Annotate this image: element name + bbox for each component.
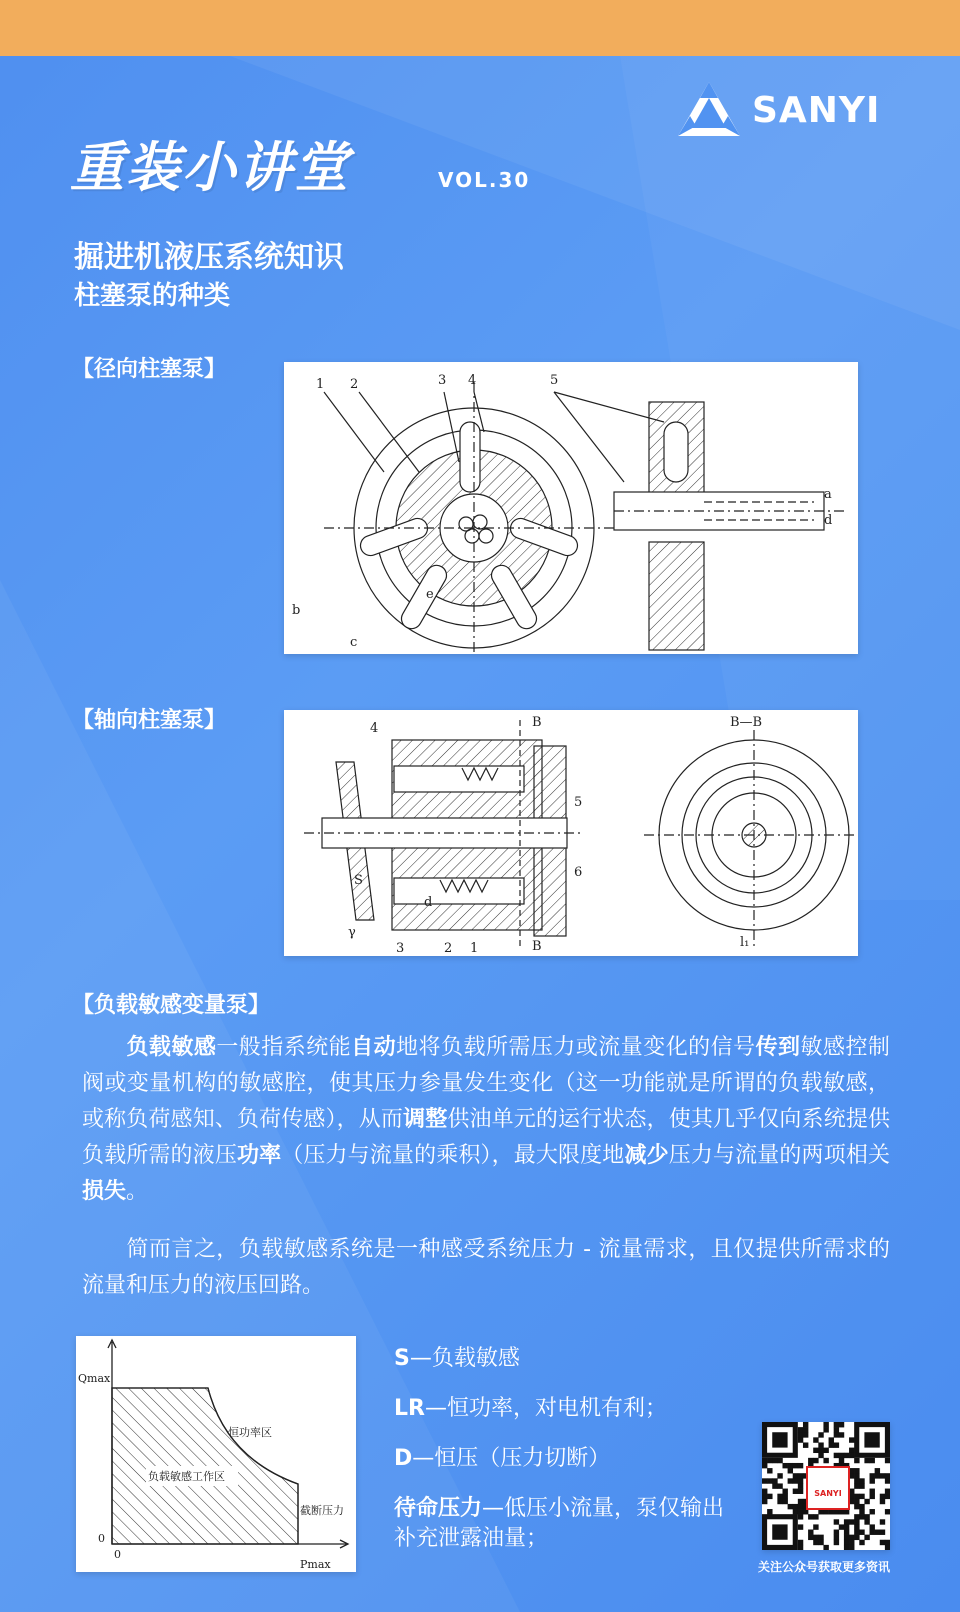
qr-module (782, 1499, 787, 1504)
qr-module (788, 1468, 793, 1473)
qr-module (793, 1509, 798, 1514)
axial-pump-drawing (284, 710, 858, 956)
characteristic-diagram (76, 1336, 356, 1572)
ls-bold-5: 功率 (236, 1143, 282, 1168)
qr-module (844, 1535, 849, 1540)
qr-module (834, 1540, 839, 1545)
qr-module (813, 1535, 818, 1540)
qr-module (854, 1535, 859, 1540)
qr-module (875, 1473, 880, 1478)
qr-module (813, 1514, 818, 1519)
qr-module (834, 1422, 839, 1427)
qr-module (854, 1483, 859, 1488)
qr-module (870, 1458, 875, 1463)
qr-module (767, 1509, 772, 1514)
ls-bold-1: 负载敏感 (126, 1035, 217, 1060)
axial-anno-4: 4 (370, 721, 379, 736)
radial-anno-d: d (824, 513, 833, 528)
qr-module (808, 1530, 813, 1535)
qr-code[interactable] (762, 1422, 890, 1550)
qr-module (813, 1524, 818, 1529)
qr-module (880, 1519, 885, 1524)
qr-module (788, 1478, 793, 1483)
qr-module (839, 1458, 844, 1463)
qr-module (767, 1468, 772, 1473)
qr-module (813, 1540, 818, 1545)
qr-module (777, 1473, 782, 1478)
qr-module (777, 1499, 782, 1504)
qr-module (777, 1483, 782, 1488)
qr-module (875, 1468, 880, 1473)
qr-module (798, 1514, 803, 1519)
radial-anno-3: 3 (438, 373, 447, 388)
qr-module (803, 1427, 808, 1432)
section-label-load-sensing: 【负载敏感变量泵】 (72, 993, 271, 1018)
qr-module (844, 1540, 849, 1545)
qr-module (793, 1463, 798, 1468)
qr-center-logo (806, 1466, 850, 1510)
qr-module (818, 1442, 823, 1447)
qr-module (782, 1489, 787, 1494)
qr-module (885, 1540, 890, 1545)
ls-text-5: （压力与流量的乘积），最大限度地 (281, 1143, 625, 1168)
qr-module (798, 1463, 803, 1468)
ls-text-3: 敏感控制阀或变量机构的敏感腔，使其压力参量发生变化（这一功能就是所谓的负载敏感，或称负荷感知、负荷传感），从而 (82, 1035, 890, 1132)
qr-module (870, 1489, 875, 1494)
qr-module (829, 1442, 834, 1447)
axial-anno-gamma: γ (348, 925, 356, 940)
qr-module (885, 1473, 890, 1478)
legend-item-s (394, 1344, 520, 1374)
qr-module (849, 1453, 854, 1458)
legend-text: —低压小流量，泵仅输出补充泄露油量； (394, 1496, 725, 1551)
qr-module (854, 1530, 859, 1535)
qr-module (818, 1448, 823, 1453)
qr-module (839, 1432, 844, 1437)
axial-anno-l1: l₁ (740, 935, 750, 950)
axial-anno-3: 3 (396, 941, 405, 956)
qr-module (834, 1519, 839, 1524)
qr-module (813, 1448, 818, 1453)
axial-anno-section: B—B (730, 715, 763, 730)
characteristic-diagram-drawing (76, 1336, 356, 1572)
qr-module (813, 1458, 818, 1463)
qr-module (870, 1524, 875, 1529)
qr-module (859, 1540, 864, 1545)
qr-module (772, 1478, 777, 1483)
qr-module (798, 1432, 803, 1437)
radial-pump-figure (284, 362, 858, 654)
ls-text-4: 供油单元的运行状态，使其几乎仅向系统提供负载所需的液压 (82, 1107, 890, 1168)
qr-module (864, 1458, 869, 1463)
brand-name: SANYI (752, 89, 881, 131)
qr-module (803, 1432, 808, 1437)
qr-module (818, 1432, 823, 1437)
qr-module (823, 1422, 828, 1427)
axial-anno-s: S (354, 873, 363, 888)
qr-module (849, 1437, 854, 1442)
legend-key: 待命压力 (394, 1496, 483, 1521)
qr-module (793, 1504, 798, 1509)
qr-module (793, 1473, 798, 1478)
top-accent-bar (0, 0, 960, 56)
qr-module (839, 1453, 844, 1458)
radial-anno-4: 4 (468, 373, 477, 388)
qr-module (854, 1514, 859, 1519)
qr-module (870, 1478, 875, 1483)
qr-module (885, 1509, 890, 1514)
qr-module (854, 1499, 859, 1504)
axial-anno-1: 1 (470, 941, 479, 956)
page-title: 重装小讲堂 (70, 136, 350, 199)
legend-item-d (394, 1444, 610, 1474)
qr-module (880, 1530, 885, 1535)
qr-module (798, 1509, 803, 1514)
region-cutoff-pressure: 截断压力 (300, 1504, 344, 1517)
qr-module (859, 1483, 864, 1488)
qr-module (859, 1494, 864, 1499)
axial-anno-b-top: B (532, 715, 542, 730)
qr-module (782, 1463, 787, 1468)
qr-module (818, 1535, 823, 1540)
qr-module (762, 1489, 767, 1494)
qr-module (844, 1545, 849, 1550)
axis-label-pmax: Pmax (300, 1558, 331, 1571)
qr-module (788, 1504, 793, 1509)
qr-module (870, 1530, 875, 1535)
qr-module (798, 1478, 803, 1483)
qr-module (849, 1519, 854, 1524)
qr-module (844, 1453, 849, 1458)
qr-module (798, 1483, 803, 1488)
qr-module (844, 1519, 849, 1524)
axis-label-qmax: Qmax (78, 1372, 111, 1385)
radial-anno-a: a (824, 487, 832, 502)
qr-module (823, 1427, 828, 1432)
qr-module (859, 1509, 864, 1514)
qr-module (875, 1530, 880, 1535)
qr-module (849, 1540, 854, 1545)
qr-module (798, 1473, 803, 1478)
qr-module (829, 1437, 834, 1442)
ls-summary-text: 简而言之，负载敏感系统是一种感受系统压力 - 流量需求，且仅提供所需求的流量和压力的液压回路。 (82, 1237, 890, 1298)
axial-anno-6: 6 (574, 865, 583, 880)
axial-anno-2: 2 (444, 941, 453, 956)
legend-key: LR (394, 1396, 425, 1421)
ls-text-7: 。 (126, 1179, 149, 1204)
qr-module (834, 1432, 839, 1437)
qr-module (803, 1442, 808, 1447)
radial-pump-drawing (284, 362, 858, 654)
qr-module (834, 1535, 839, 1540)
legend-text: —负载敏感 (409, 1346, 520, 1371)
qr-module (870, 1473, 875, 1478)
topic-subheading: 柱塞泵的种类 (74, 281, 231, 311)
radial-anno-5: 5 (550, 373, 559, 388)
qr-module (818, 1540, 823, 1545)
qr-module (798, 1524, 803, 1529)
qr-module (854, 1458, 859, 1463)
axis-origin-x: 0 (114, 1548, 121, 1561)
qr-module (808, 1514, 813, 1519)
qr-module (880, 1499, 885, 1504)
qr-caption: 关注公众号获取更多资讯 (758, 1560, 891, 1574)
qr-module (854, 1473, 859, 1478)
qr-module (823, 1458, 828, 1463)
qr-module (849, 1448, 854, 1453)
qr-module (880, 1540, 885, 1545)
ls-text-6: 压力与流量的两项相关 (668, 1143, 890, 1168)
ls-bold-3: 传到 (755, 1035, 801, 1060)
qr-module (880, 1473, 885, 1478)
legend-item-lr (394, 1394, 667, 1424)
qr-module (854, 1519, 859, 1524)
qr-module (854, 1468, 859, 1473)
qr-module (885, 1494, 890, 1499)
qr-module (870, 1494, 875, 1499)
qr-module (834, 1442, 839, 1447)
qr-module (798, 1545, 803, 1550)
qr-module (839, 1422, 844, 1427)
qr-module (885, 1545, 890, 1550)
qr-finder (772, 1524, 787, 1539)
axial-anno-b-bottom: B (532, 939, 542, 954)
qr-module (767, 1478, 772, 1483)
legend-text: —恒功率，对电机有利； (424, 1396, 667, 1421)
radial-anno-e: e (426, 587, 434, 602)
axial-anno-d: d (424, 895, 433, 910)
qr-module (885, 1478, 890, 1483)
qr-module (793, 1478, 798, 1483)
qr-module (864, 1514, 869, 1519)
qr-module (777, 1494, 782, 1499)
qr-module (854, 1504, 859, 1509)
axis-origin-y: 0 (98, 1532, 105, 1545)
qr-module (808, 1535, 813, 1540)
qr-module (762, 1494, 767, 1499)
qr-module (854, 1494, 859, 1499)
qr-module (762, 1463, 767, 1468)
legend-text: —恒压（压力切断） (412, 1446, 611, 1471)
qr-module (798, 1437, 803, 1442)
qr-module (859, 1504, 864, 1509)
region-load-sensing: 负载敏感工作区 (148, 1470, 225, 1483)
qr-module (859, 1530, 864, 1535)
qr-finder (772, 1432, 787, 1447)
ls-text-1: 一般指系统能 (216, 1035, 352, 1060)
qr-module (844, 1530, 849, 1535)
qr-module (849, 1545, 854, 1550)
qr-module (849, 1535, 854, 1540)
ls-bold-2: 自动 (351, 1035, 397, 1060)
ls-bold-4: 调整 (403, 1107, 448, 1132)
qr-module (834, 1453, 839, 1458)
qr-module (844, 1524, 849, 1529)
qr-module (762, 1478, 767, 1483)
qr-module (772, 1483, 777, 1488)
qr-module (864, 1499, 869, 1504)
qr-module (818, 1453, 823, 1458)
qr-module (788, 1463, 793, 1468)
qr-module (772, 1458, 777, 1463)
qr-module (870, 1509, 875, 1514)
qr-module (834, 1427, 839, 1432)
section-label-radial: 【径向柱塞泵】 (72, 357, 227, 382)
axial-anno-5: 5 (574, 795, 583, 810)
brand-logo (676, 80, 880, 140)
axial-pump-figure (284, 710, 858, 956)
qr-module (808, 1458, 813, 1463)
qr-module (798, 1427, 803, 1432)
section-label-axial: 【轴向柱塞泵】 (72, 708, 227, 733)
region-constant-power: 恒功率区 (228, 1426, 272, 1439)
radial-anno-c: c (350, 635, 358, 650)
legend-item-standby (394, 1494, 744, 1554)
sanyi-logo-icon (676, 80, 742, 140)
qr-module (859, 1514, 864, 1519)
qr-module (864, 1519, 869, 1524)
topic-heading: 掘进机液压系统知识 (74, 240, 344, 275)
legend-key: D (394, 1446, 413, 1471)
volume-number: VOL.30 (438, 168, 531, 192)
qr-module (767, 1494, 772, 1499)
qr-finder (864, 1432, 879, 1447)
load-sensing-paragraph-2 (82, 1232, 890, 1304)
ls-bold-6: 减少 (624, 1143, 669, 1168)
qr-module (798, 1489, 803, 1494)
qr-module (813, 1437, 818, 1442)
qr-module (803, 1422, 808, 1427)
qr-module (798, 1504, 803, 1509)
qr-module (777, 1458, 782, 1463)
qr-module (839, 1524, 844, 1529)
qr-module (885, 1458, 890, 1463)
qr-module (859, 1478, 864, 1483)
ls-text-2: 地将负载所需压力或流量变化的信号 (396, 1035, 756, 1060)
radial-anno-b: b (292, 603, 301, 618)
qr-module (864, 1535, 869, 1540)
qr-module (854, 1524, 859, 1529)
qr-module (823, 1448, 828, 1453)
qr-module (880, 1494, 885, 1499)
ls-bold-7: 损失 (82, 1179, 127, 1204)
qr-module (798, 1499, 803, 1504)
qr-module (793, 1489, 798, 1494)
qr-center-label: SANYI (814, 1489, 842, 1498)
legend-key: S (394, 1346, 410, 1371)
qr-module (823, 1545, 828, 1550)
qr-module (762, 1499, 767, 1504)
qr-module (767, 1458, 772, 1463)
radial-anno-2: 2 (350, 377, 359, 392)
qr-module (782, 1494, 787, 1499)
qr-module (854, 1478, 859, 1483)
qr-module (798, 1540, 803, 1545)
radial-anno-1: 1 (316, 377, 325, 392)
load-sensing-paragraph-1 (82, 1030, 890, 1210)
qr-module (762, 1458, 767, 1463)
qr-module (834, 1530, 839, 1535)
qr-module (885, 1489, 890, 1494)
